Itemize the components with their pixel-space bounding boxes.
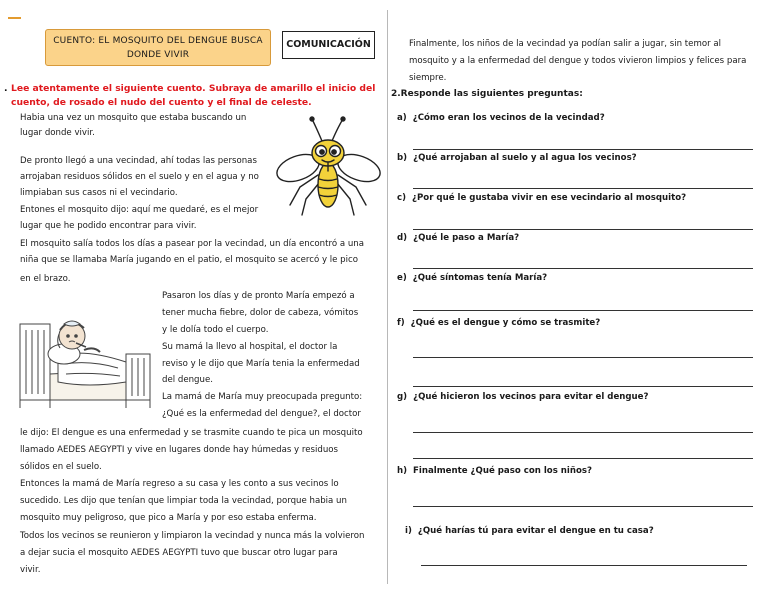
sick-girl-in-bed-icon [14, 290, 158, 414]
story-line: llamado AEDES AEGYPTI y vive en lugares donde hay húmedas y residuos [20, 445, 339, 455]
question-label: g) [397, 392, 408, 402]
story-line: y le dolía todo el cuerpo. [162, 325, 269, 335]
story-line: mosquito muy peligroso, que pico a María y por eso estaba enferma. [20, 513, 317, 523]
answer-line[interactable] [413, 458, 753, 459]
story-line: del dengue. [162, 375, 213, 385]
subject-label-box [282, 31, 375, 59]
story-line: en el brazo. [20, 274, 71, 284]
question-text: ¿Cómo eran los vecinos de la vecindad? [412, 113, 605, 123]
subject-label: COMUNICACIÓN [286, 39, 371, 50]
story-line: El mosquito salía todos los días a pasear por la vecindad, un día encontró a una [20, 239, 364, 249]
question-label: b) [397, 153, 408, 163]
question-g [397, 392, 649, 402]
story-line: Pasaron los días y de pronto María empezó a [162, 291, 355, 301]
answer-line[interactable] [413, 188, 753, 189]
story-line: reviso y le dijo que María tenia la enfermedad [162, 359, 360, 369]
answer-line[interactable] [413, 268, 753, 269]
question-d [397, 233, 519, 243]
story-line: sólidos en el suelo. [20, 462, 102, 472]
answer-line[interactable] [413, 432, 753, 433]
ending-line: siempre. [409, 73, 447, 83]
answer-line[interactable] [413, 357, 753, 358]
question-c [397, 193, 686, 203]
story-line: La mamá de María muy preocupada pregunto: [162, 392, 363, 402]
story-line: sucedido. Les dijo que tenían que limpiar toda la vecindad, porque habia un [20, 496, 347, 506]
question-text: ¿Qué arrojaban al suelo y al agua los vecinos? [413, 153, 637, 163]
instruction-text [4, 82, 383, 110]
story-line: Entonces la mamá de María regreso a su casa y les conto a sus vecinos lo [20, 479, 339, 489]
question-text: ¿Qué harías tú para evitar el dengue en tu casa? [417, 526, 654, 536]
answer-line[interactable] [413, 506, 753, 507]
answer-line[interactable] [421, 565, 747, 566]
story-line: limpiaban sus casos ni el vecindario. [20, 188, 178, 198]
question-f [397, 318, 600, 328]
story-line: le dijo: El dengue es una enfermedad y se trasmite cuando te pica un mosquito [20, 428, 363, 438]
story-title-box [45, 29, 271, 66]
question-label: f) [397, 318, 405, 328]
story-line: Entones el mosquito dijo: aquí me quedaré, es el mejor [20, 205, 259, 215]
question-label: c) [397, 193, 407, 203]
header-accent-line [8, 17, 21, 19]
story-title-line1: CUENTO: EL MOSQUITO DEL DENGUE BUSCA [53, 36, 263, 46]
question-h [397, 466, 592, 476]
question-a [397, 113, 605, 123]
mosquito-icon [272, 113, 384, 219]
question-text: ¿Qué es el dengue y cómo se trasmite? [410, 318, 601, 328]
answer-line[interactable] [413, 386, 753, 387]
story-line: Todos los vecinos se reunieron y limpiaron la vecindad y nunca más la volvieron [20, 531, 365, 541]
column-divider [387, 10, 388, 584]
story-line: Habia una vez un mosquito que estaba buscando un [20, 113, 247, 123]
story-line: lugar que he podido encontrar para vivir. [20, 221, 197, 231]
ending-line: mosquito y a la enfermedad del dengue y todos vivieron limpios y felices para [409, 56, 747, 66]
instruction-bullet: . [4, 83, 8, 94]
story-line: niña que se llamaba María jugando en el patio, el mosquito se acercó y le pico [20, 255, 358, 265]
question-text: ¿Qué le paso a María? [413, 233, 520, 243]
story-line: arrojaban residuos sólidos en el suelo y en el agua y no [20, 172, 259, 182]
question-e [397, 273, 547, 283]
instruction-line2: cuento, de rosado el nudo del cuento y el final de celeste. [11, 97, 312, 108]
question-i [405, 526, 654, 536]
story-title-line2: DONDE VIVIR [126, 50, 190, 60]
question-label: a) [397, 113, 407, 123]
story-line: ¿Qué es la enfermedad del dengue?, el doctor [162, 409, 361, 419]
question-text: ¿Por qué le gustaba vivir en ese vecindario al mosquito? [412, 193, 687, 203]
instruction-line1: Lee atentamente el siguiente cuento. Subraya de amarillo el inicio del [11, 83, 376, 94]
question-label: h) [397, 466, 408, 476]
story-line: a dejar sucia el mosquito AEDES AEGYPTI tuvo que buscar otro lugar para [20, 548, 338, 558]
answer-line[interactable] [413, 229, 753, 230]
story-line: vivir. [20, 565, 41, 575]
question-label: i) [405, 526, 412, 536]
question-b [397, 153, 637, 163]
story-line: De pronto llegó a una vecindad, ahí todas las personas [20, 156, 257, 166]
question-label: d) [397, 233, 408, 243]
answer-line[interactable] [413, 149, 753, 150]
story-line: Su mamá la llevo al hospital, el doctor la [162, 342, 338, 352]
question-label: e) [397, 273, 407, 283]
ending-line: Finalmente, los niños de la vecindad ya podían salir a jugar, sin temor al [409, 39, 721, 49]
story-line: tener mucha fiebre, dolor de cabeza, vómitos [162, 308, 359, 318]
questions-heading: 2.Responde las siguientes preguntas: [391, 89, 583, 99]
answer-line[interactable] [413, 310, 753, 311]
story-line: lugar donde vivir. [20, 128, 95, 138]
question-text: Finalmente ¿Qué paso con los niños? [413, 466, 592, 476]
question-text: ¿Qué hicieron los vecinos para evitar el dengue? [413, 392, 649, 402]
question-text: ¿Qué síntomas tenía María? [412, 273, 548, 283]
